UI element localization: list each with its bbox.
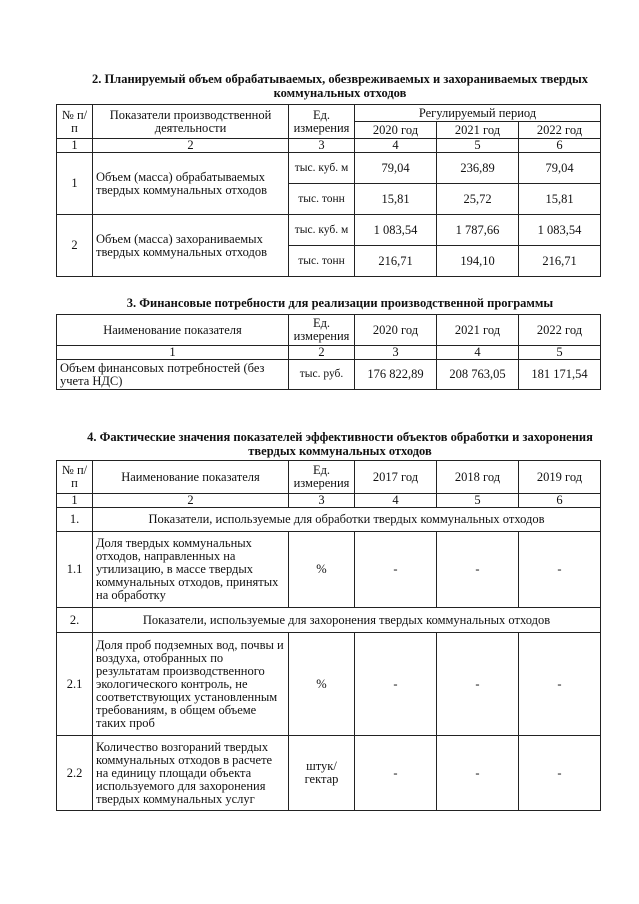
table-row xyxy=(57,633,601,736)
table-planned-volume xyxy=(56,104,601,277)
value-cell: 194,10 xyxy=(437,246,519,277)
value-cell: 208 763,05 xyxy=(437,360,519,390)
col-unit-header: Ед. измерения xyxy=(289,315,355,346)
index-cell: 5 xyxy=(437,494,519,508)
section-2-title: 2. Планируемый объем обрабатываемых, обезвреживаемых и захораниваемых твердых коммунальных отходов xyxy=(91,72,589,100)
year-header: 2020 год xyxy=(355,122,437,139)
value-cell: 1 083,54 xyxy=(355,215,437,246)
section-4-title: 4. Фактические значения показателей эффективности объектов обработки и захоронения твердых коммунальных отходов xyxy=(87,430,593,458)
index-row xyxy=(57,494,601,508)
index-cell: 2 xyxy=(93,139,289,153)
year-header: 2018 год xyxy=(437,461,519,494)
index-cell: 4 xyxy=(437,346,519,360)
value-cell: 79,04 xyxy=(519,153,601,184)
index-cell: 2 xyxy=(289,346,355,360)
year-header: 2022 год xyxy=(519,315,601,346)
col-num-header: № п/п xyxy=(57,105,93,139)
unit-cell: тыс. тонн xyxy=(289,246,355,277)
section-heading: Показатели, используемые для обработки твердых коммунальных отходов xyxy=(93,508,601,532)
col-num-header: № п/п xyxy=(57,461,93,494)
value-cell: - xyxy=(519,736,601,811)
unit-cell: тыс. куб. м xyxy=(289,215,355,246)
section-3-title: 3. Финансовые потребности для реализации производственной программы xyxy=(126,296,554,310)
year-header: 2019 год xyxy=(519,461,601,494)
index-cell: 3 xyxy=(355,346,437,360)
index-cell: 6 xyxy=(519,139,601,153)
index-cell: 4 xyxy=(355,494,437,508)
indicator-name: Объем (масса) захораниваемых твердых коммунальных отходов xyxy=(93,215,289,277)
index-cell: 5 xyxy=(519,346,601,360)
indicator-name: Доля проб подземных вод, почвы и воздуха, отобранных по результатам производственного экологического контроль, не соответствующих установленным требованиям, в общем объеме таких проб xyxy=(93,633,289,736)
section-number: 1. xyxy=(57,508,93,532)
unit-cell: % xyxy=(289,532,355,608)
table-row xyxy=(57,736,601,811)
col-name-header: Наименование показателя xyxy=(93,461,289,494)
year-header: 2022 год xyxy=(519,122,601,139)
value-cell: - xyxy=(355,736,437,811)
section-row xyxy=(57,608,601,633)
section-heading: Показатели, используемые для захоронения твердых коммунальных отходов xyxy=(93,608,601,633)
unit-cell: тыс. куб. м xyxy=(289,153,355,184)
index-cell: 5 xyxy=(437,139,519,153)
index-cell: 6 xyxy=(519,494,601,508)
col-name-header: Наименование показателя xyxy=(57,315,289,346)
value-cell: - xyxy=(437,736,519,811)
unit-cell: % xyxy=(289,633,355,736)
value-cell: - xyxy=(355,633,437,736)
year-header: 2020 год xyxy=(355,315,437,346)
col-unit-header: Ед. измерения xyxy=(289,105,355,139)
value-cell: 236,89 xyxy=(437,153,519,184)
index-cell: 1 xyxy=(57,346,289,360)
section-number: 2. xyxy=(57,608,93,633)
table-actual-performance xyxy=(56,460,601,811)
value-cell: - xyxy=(437,633,519,736)
row-number: 2.1 xyxy=(57,633,93,736)
year-header: 2021 год xyxy=(437,122,519,139)
col-indicator-header: Показатели производственной деятельности xyxy=(93,105,289,139)
value-cell: 216,71 xyxy=(355,246,437,277)
value-cell: 1 787,66 xyxy=(437,215,519,246)
index-cell: 4 xyxy=(355,139,437,153)
col-period-header: Регулируемый период xyxy=(355,105,601,122)
unit-cell: штук/ гектар xyxy=(289,736,355,811)
index-row xyxy=(57,139,601,153)
value-cell: - xyxy=(519,633,601,736)
value-cell: 216,71 xyxy=(519,246,601,277)
row-number: 1 xyxy=(57,153,93,215)
value-cell: 1 083,54 xyxy=(519,215,601,246)
section-row xyxy=(57,508,601,532)
index-cell: 2 xyxy=(93,494,289,508)
row-number: 1.1 xyxy=(57,532,93,608)
value-cell: 15,81 xyxy=(355,184,437,215)
row-number: 2 xyxy=(57,215,93,277)
index-cell: 1 xyxy=(57,139,93,153)
year-header: 2021 год xyxy=(437,315,519,346)
table-header-row xyxy=(57,105,601,122)
table-row xyxy=(57,360,601,390)
unit-cell: тыс. тонн xyxy=(289,184,355,215)
indicator-name: Доля твердых коммунальных отходов, направленных на утилизацию, в массе твердых коммунальных отходов, принятых на обработку xyxy=(93,532,289,608)
indicator-name: Объем (масса) обрабатываемых твердых коммунальных отходов xyxy=(93,153,289,215)
table-header-row xyxy=(57,461,601,494)
index-cell: 1 xyxy=(57,494,93,508)
row-number: 2.2 xyxy=(57,736,93,811)
value-cell: - xyxy=(355,532,437,608)
value-cell: 176 822,89 xyxy=(355,360,437,390)
value-cell: 79,04 xyxy=(355,153,437,184)
value-cell: 25,72 xyxy=(437,184,519,215)
table-row xyxy=(57,153,601,184)
value-cell: - xyxy=(437,532,519,608)
table-row xyxy=(57,532,601,608)
table-financial-needs xyxy=(56,314,601,390)
index-row xyxy=(57,346,601,360)
indicator-name: Количество возгораний твердых коммунальных отходов в расчете на единицу площади объекта используемого для захоронения твердых коммунальных услуг xyxy=(93,736,289,811)
value-cell: 181 171,54 xyxy=(519,360,601,390)
indicator-name: Объем финансовых потребностей (без учета НДС) xyxy=(57,360,289,390)
col-unit-header: Ед. измерения xyxy=(289,461,355,494)
value-cell: - xyxy=(519,532,601,608)
unit-cell: тыс. руб. xyxy=(289,360,355,390)
value-cell: 15,81 xyxy=(519,184,601,215)
table-header-row xyxy=(57,315,601,346)
table-row xyxy=(57,215,601,246)
year-header: 2017 год xyxy=(355,461,437,494)
index-cell: 3 xyxy=(289,139,355,153)
index-cell: 3 xyxy=(289,494,355,508)
